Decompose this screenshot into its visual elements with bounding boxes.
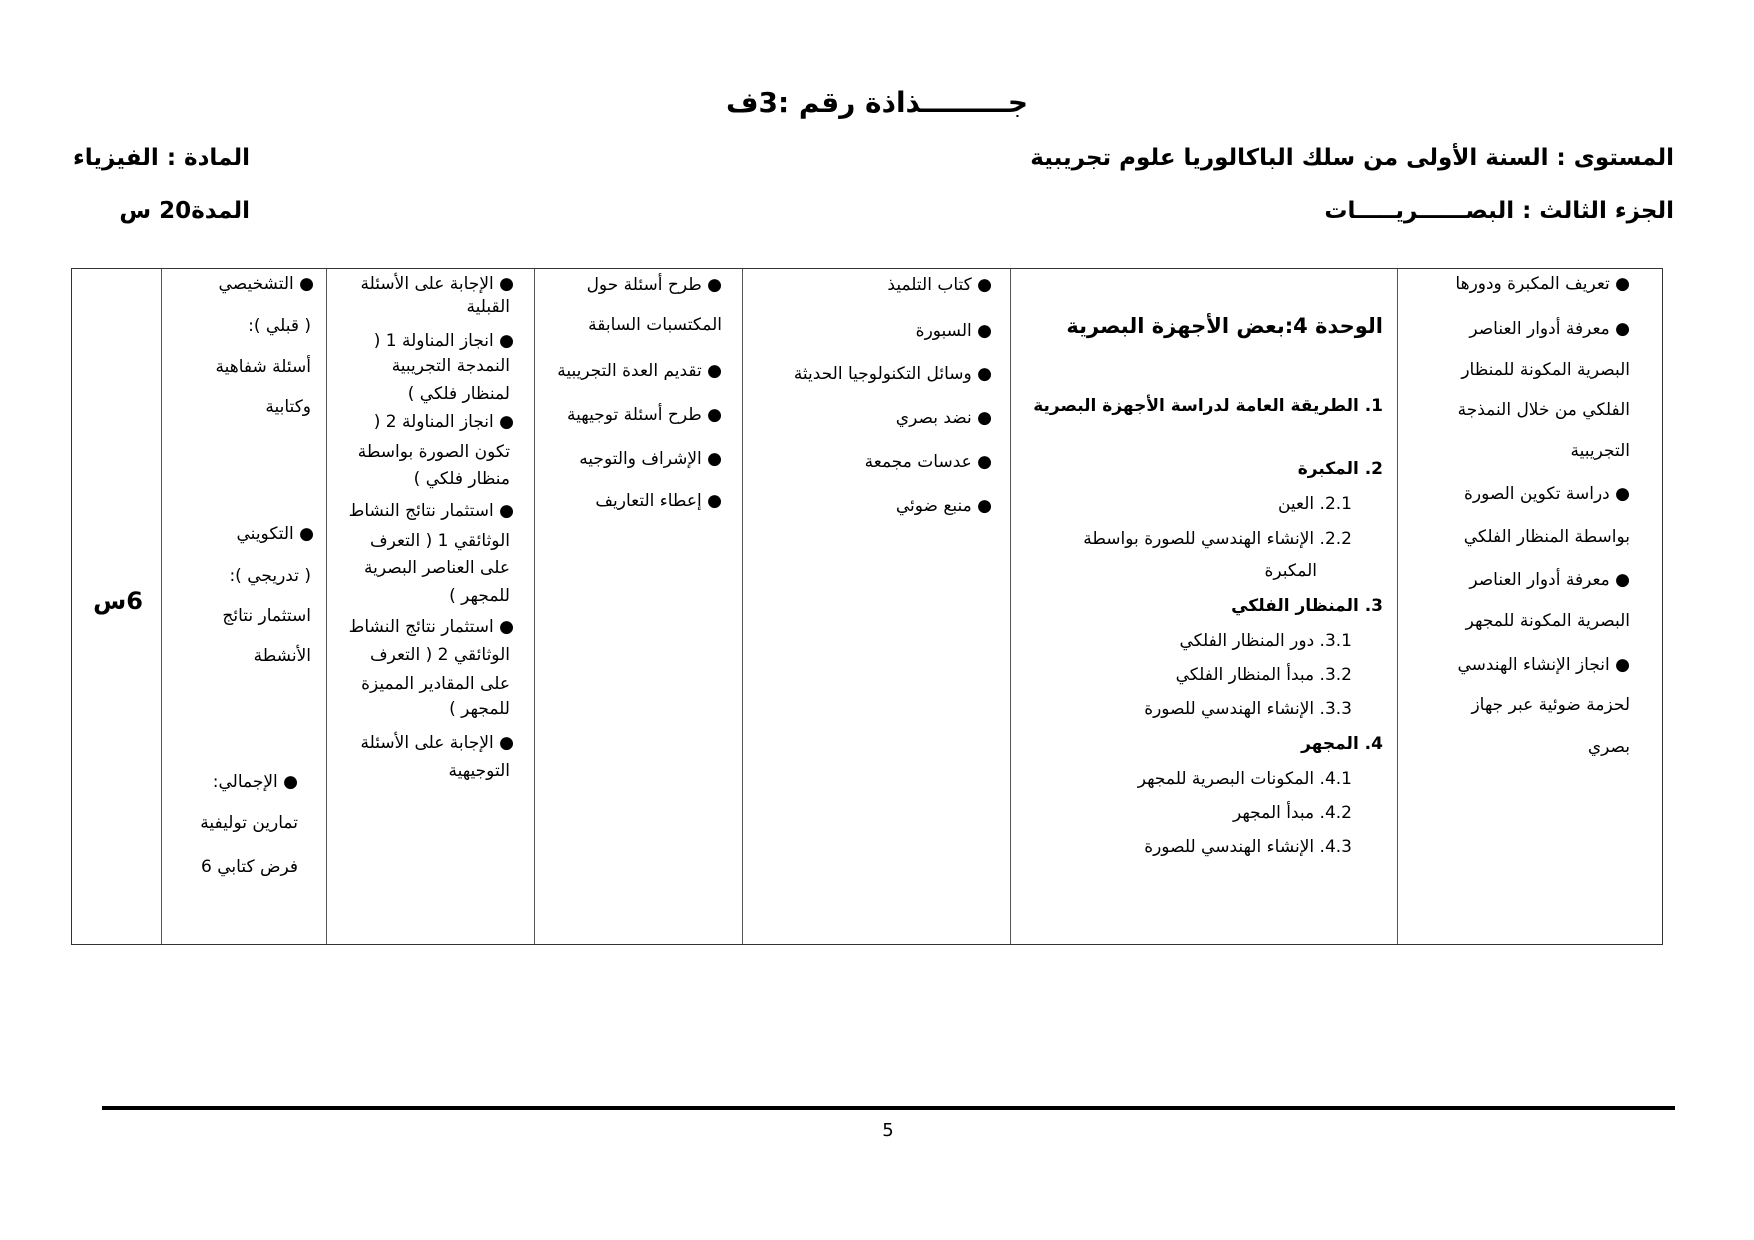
material-line: ● السبورة <box>915 321 992 341</box>
footer-rule <box>102 1106 1675 1110</box>
duration-label: المدة20 س <box>119 198 250 224</box>
evaluation-line: ● الإجمالي: <box>212 772 298 792</box>
learner-activity-line: ● استثمار نتائج النشاط <box>348 501 514 521</box>
objectives-cell <box>1397 269 1664 944</box>
evaluation-line: ● التشخيصي <box>218 274 314 294</box>
teacher-activity-line: ● الإشراف والتوجيه <box>579 449 722 469</box>
teacher-activities-cell <box>534 269 742 944</box>
content-subitem-continuation: المكبرة <box>1264 561 1317 581</box>
learner-activity-line: التوجيهية <box>448 761 510 781</box>
teacher-activity-line: ● تقديم العدة التجريبية <box>557 361 722 381</box>
learner-activity-line: النمدجة التجريبية <box>391 356 510 376</box>
objective-line: لحزمة ضوئية عبر جهاز <box>1471 695 1630 715</box>
learner-activity-line: ● الإجابة على الأسئلة <box>360 274 514 294</box>
content-subitem: 2.2. الإنشاء الهندسي للصورة بواسطة <box>1083 529 1352 549</box>
material-line: ● نضد بصري <box>895 408 992 428</box>
evaluation-line: أسئلة شفاهية <box>215 357 311 377</box>
evaluation-line: استثمار نتائج <box>222 606 311 626</box>
evaluation-cell <box>161 269 326 944</box>
learner-activity-line: الوثائقي 2 ( التعرف <box>369 645 510 665</box>
objective-line: ● تعريف المكبرة ودورها <box>1455 274 1630 294</box>
learner-activity-line: تكون الصورة بواسطة <box>357 442 510 462</box>
learner-activities-cell <box>326 269 534 944</box>
objective-line: بصري <box>1587 737 1630 757</box>
content-cell <box>1010 269 1397 944</box>
content-item: 3. المنظار الفلكي <box>1231 596 1383 616</box>
learner-activity-line: منظار فلكي ) <box>413 469 510 489</box>
content-item: 1. الطريقة العامة لدراسة الأجهزة البصرية <box>1033 396 1383 416</box>
content-subitem: 4.2. مبدأ المجهر <box>1232 803 1352 823</box>
evaluation-line: الأنشطة <box>253 646 311 666</box>
objective-line: البصرية المكونة للمجهر <box>1465 611 1630 631</box>
content-subitem: 3.2. مبدأ المنظار الفلكي <box>1175 665 1352 685</box>
learner-activity-line: ● استثمار نتائج النشاط <box>348 617 514 637</box>
content-subitem: 4.1. المكونات البصرية للمجهر <box>1137 769 1352 789</box>
evaluation-line: تمارين توليفية <box>200 813 298 833</box>
learner-activity-line: لمنظار فلكي ) <box>407 384 510 404</box>
learner-activity-line: على المقادير المميزة <box>361 674 510 694</box>
teacher-activity-line: ● إعطاء التعاريف <box>595 491 722 511</box>
unit-title: الوحدة 4:بعض الأجهزة البصرية <box>1066 314 1383 338</box>
lesson-plan-table <box>71 268 1663 945</box>
learner-activity-line: ● انجاز المناولة 2 ( <box>373 412 514 432</box>
learner-activity-line: على العناصر البصرية <box>364 558 510 578</box>
objective-line: الفلكي من خلال النمذجة <box>1457 400 1630 420</box>
document-title: جـــــــــذاذة رقم :3ف <box>725 86 1029 119</box>
content-subitem: 3.1. دور المنظار الفلكي <box>1179 631 1352 651</box>
learner-activity-line: للمجهر ) <box>449 699 510 719</box>
material-line: ● كتاب التلميذ <box>887 275 992 295</box>
time-value: 6س <box>93 587 143 615</box>
evaluation-line: ● التكويني <box>236 524 314 544</box>
level-label: المستوى : السنة الأولى من سلك الباكالوريا علوم تجريبية <box>1030 145 1674 171</box>
time-cell <box>72 269 161 944</box>
material-line: ● وسائل التكنولوجيا الحديثة <box>793 364 992 384</box>
subject-label: المادة : الفيزياء <box>73 145 250 171</box>
objective-line: ● دراسة تكوين الصورة <box>1463 484 1630 504</box>
content-item: 4. المجهر <box>1301 734 1383 754</box>
objective-line: ● معرفة أدوار العناصر <box>1469 319 1630 339</box>
evaluation-line: ( قبلي ): <box>248 316 311 336</box>
content-subitem: 4.3. الإنشاء الهندسي للصورة <box>1144 837 1352 857</box>
learner-activity-line: الوثائقي 1 ( التعرف <box>369 531 510 551</box>
content-item: 2. المكبرة <box>1297 459 1383 479</box>
evaluation-line: ( تدريجي ): <box>229 566 311 586</box>
teacher-activity-line: ● طرح أسئلة حول <box>586 275 722 295</box>
part-label: الجزء الثالث : البصــــــريـــــات <box>1324 198 1674 224</box>
page-number: 5 <box>882 1120 894 1141</box>
content-subitem: 2.1. العين <box>1277 494 1352 514</box>
material-line: ● منبع ضوئي <box>895 496 992 516</box>
learner-activity-line: ● الإجابة على الأسئلة <box>360 733 514 753</box>
evaluation-line: فرض كتابي 6 <box>201 857 298 877</box>
learner-activity-line: القبلية <box>466 297 510 317</box>
objective-line: ● انجاز الإنشاء الهندسي <box>1457 655 1630 675</box>
teacher-activity-line: المكتسبات السابقة <box>588 315 722 335</box>
learner-activity-line: ● انجاز المناولة 1 ( <box>373 331 514 351</box>
learner-activity-line: للمجهر ) <box>449 586 510 606</box>
objective-line: التجريبية <box>1570 441 1630 461</box>
material-line: ● عدسات مجمعة <box>864 452 992 472</box>
evaluation-line: وكتابية <box>265 397 311 417</box>
objective-line: بواسطة المنظار الفلكي <box>1463 527 1630 547</box>
objective-line: البصرية المكونة للمنظار <box>1461 360 1630 380</box>
teacher-activity-line: ● طرح أسئلة توجيهية <box>566 405 722 425</box>
materials-cell <box>742 269 1010 944</box>
objective-line: ● معرفة أدوار العناصر <box>1469 570 1630 590</box>
content-subitem: 3.3. الإنشاء الهندسي للصورة <box>1144 699 1352 719</box>
